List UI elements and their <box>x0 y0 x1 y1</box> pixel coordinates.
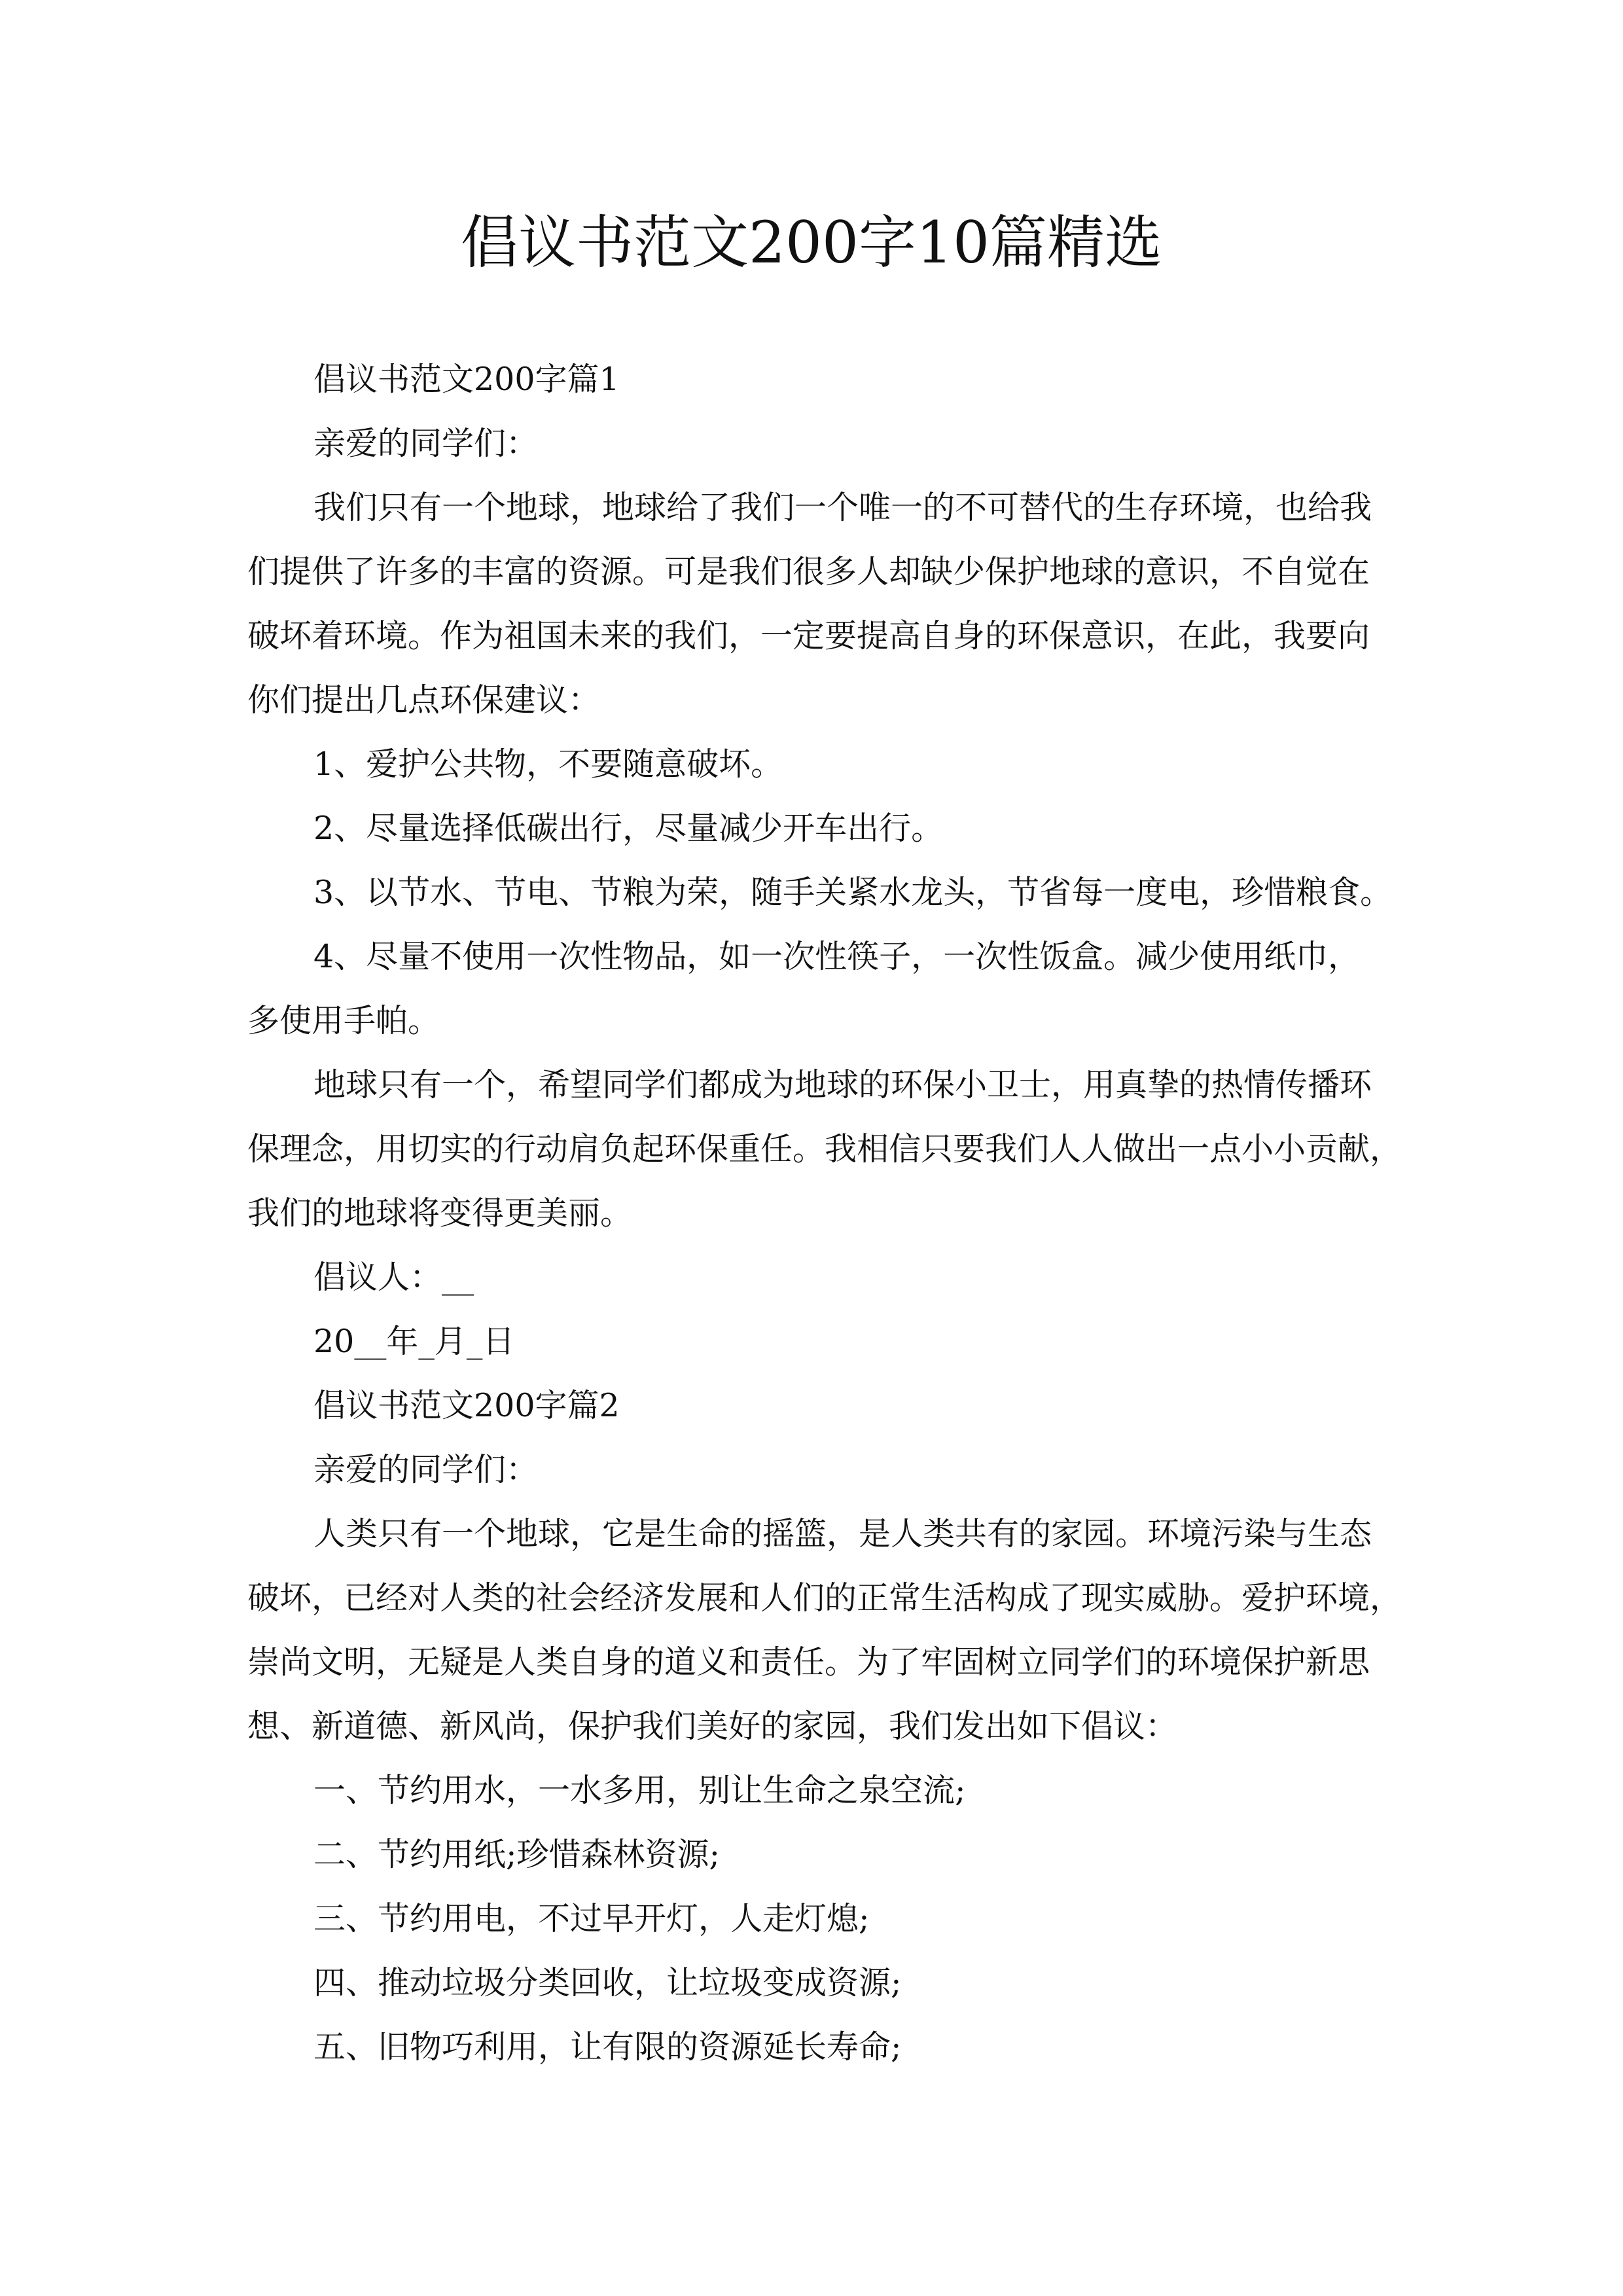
text-line: 倡议人：__ <box>313 1259 474 1296</box>
text-line: 五、旧物巧利用，让有限的资源延长寿命; <box>313 2028 902 2066</box>
text-line: 保理念，用切实的行动肩负起环保重任。我相信只要我们人人做出一点小小贡献， <box>247 1130 1402 1168</box>
text-line: 四、推动垃圾分类回收，让垃圾变成资源; <box>313 1964 902 2001</box>
text-line: 1、爱护公共物，不要随意破坏。 <box>313 745 783 783</box>
text-line: 们提供了许多的丰富的资源。可是我们很多人却缺少保护地球的意识，不自觉在 <box>247 553 1370 590</box>
text-line: 多使用手帕。 <box>247 1002 440 1039</box>
text-line: 三、节约用电，不过早开灯，人走灯熄; <box>313 1900 870 1937</box>
text-line: 地球只有一个，希望同学们都成为地球的环保小卫士，用真挚的热情传播环 <box>313 1066 1372 1103</box>
text-line: 你们提出几点环保建议： <box>247 681 601 719</box>
document-title: 倡议书范文200字10篇精选 <box>461 209 1162 276</box>
text-line: 破坏，已经对人类的社会经济发展和人们的正常生活构成了现实威胁。爱护环境， <box>247 1579 1402 1617</box>
text-line: 人类只有一个地球，它是生命的摇篮，是人类共有的家园。环境污染与生态 <box>313 1515 1372 1552</box>
text-line: 破坏着环境。作为祖国未来的我们，一定要提高自身的环保意识，在此，我要向 <box>247 617 1370 655</box>
text-line: 二、节约用纸;珍惜森林资源; <box>313 1836 721 1873</box>
text-line: 3、以节水、节电、节粮为荣，随手关紧水龙头，节省每一度电，珍惜粮食。 <box>313 874 1393 911</box>
text-line: 我们只有一个地球，地球给了我们一个唯一的不可替代的生存环境，也给我 <box>313 489 1372 526</box>
text-line: 一、节约用水，一水多用，别让生命之泉空流; <box>313 1772 966 1809</box>
text-line: 想、新道德、新风尚，保护我们美好的家园，我们发出如下倡议： <box>247 1708 1178 1745</box>
text-line: 20__年_月_日 <box>313 1323 515 1360</box>
text-line: 崇尚文明，无疑是人类自身的道义和责任。为了牢固树立同学们的环境保护新思 <box>247 1643 1370 1681</box>
text-line: 2、尽量选择低碳出行，尽量减少开车出行。 <box>313 810 944 847</box>
section-heading: 倡议书范文200字篇2 <box>313 1387 620 1424</box>
document-body <box>247 348 1402 2079</box>
section-heading: 倡议书范文200字篇1 <box>313 361 620 398</box>
text-line: 亲爱的同学们： <box>313 425 539 462</box>
text-line: 4、尽量不使用一次性物品，如一次性筷子，一次性饭盒。减少使用纸巾， <box>313 938 1361 975</box>
text-line: 亲爱的同学们： <box>313 1451 539 1488</box>
text-line: 我们的地球将变得更美丽。 <box>247 1194 633 1232</box>
